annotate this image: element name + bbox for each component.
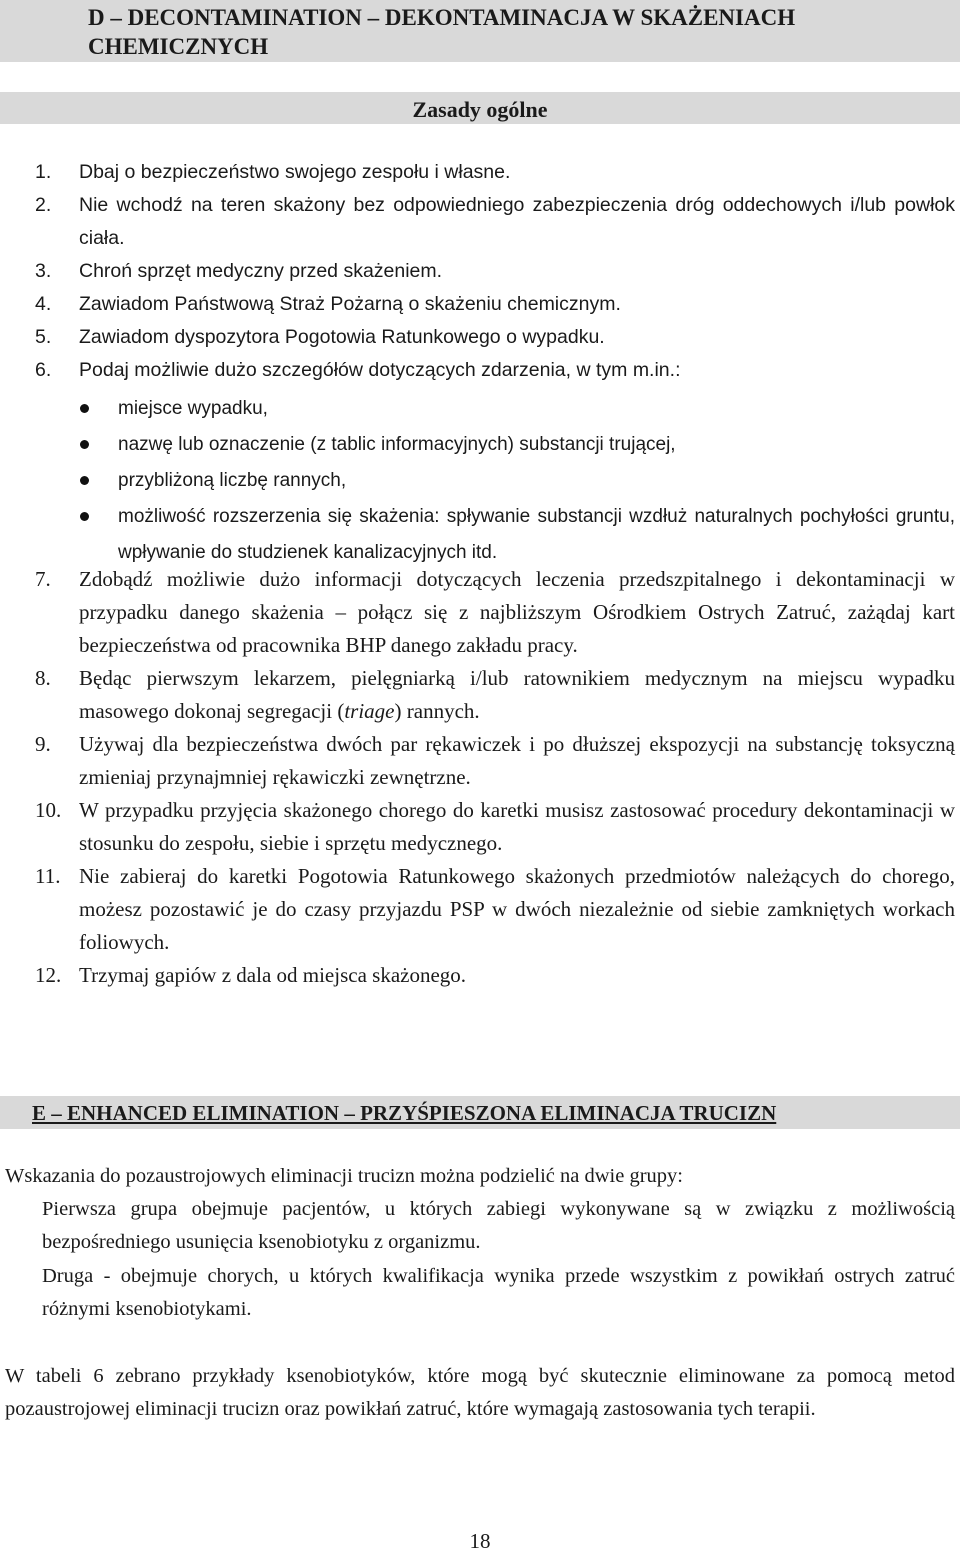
list-item: 1. Dbaj o bezpieczeństwo swojego zespołu i własne. — [35, 161, 511, 183]
list-item: 8. Będąc pierwszym lekarzem, pielęgniarką i/lub ratownikiem medycznym na miejscu wypadku masowego dokonaj segregacji (triage) rannych. — [35, 666, 955, 723]
rules-list-b — [35, 563, 955, 992]
subsection-title: Zasady ogólne — [412, 97, 548, 122]
list-item: 7. Zdobądź możliwie dużo informacji dotyczących leczenia przedszpitalnego i dekontaminacji w przypadku danego skażenia – połącz się z najbliższym Ośrodkiem Ostrych Zatruć, zażądaj kart bezpieczeństwa od pracownika BHP danego zakładu pracy. — [35, 567, 955, 657]
details-bullet-list — [78, 391, 955, 571]
section-e-intro: Wskazania do pozaustrojowych eliminacji trucizn można podzielić na dwie grupy: — [5, 1165, 683, 1187]
section-d-header — [0, 0, 960, 62]
section-e-title: E – ENHANCED ELIMINATION – PRZYŚPIESZONA ELIMINACJA TRUCIZN — [32, 1101, 777, 1125]
list-item: 10. W przypadku przyjęcia skażonego chorego do karetki musisz zastosować procedury dekontaminacji w stosunku do zespołu, siebie i sprzętu medycznego. — [35, 798, 955, 855]
rules-list-a — [35, 156, 955, 387]
list-item: 11. Nie zabieraj do karetki Pogotowia Ratunkowego skażonych przedmiotów należących do chorego, możesz pozostawić je do czasy przyjazdu PSP w dwóch niezależnie od siebie zamkniętych workach foliowych. — [35, 864, 955, 954]
list-item: 3. Chroń sprzęt medyczny przed skażeniem. — [35, 260, 443, 282]
bullet-item: przybliżoną liczbę rannych, — [78, 463, 955, 499]
list-item: 5. Zawiadom dyspozytora Pogotowia Ratunkowego o wypadku. — [35, 326, 605, 348]
section-e-table-note: W tabeli 6 zebrano przykłady ksenobiotyków, które mogą być skutecznie eliminowane za pomocą metod pozaustrojowej eliminacji trucizn oraz powikłań zatruć, które wymagają zastosowania tych terapii. — [5, 1365, 955, 1420]
bullet-item: nazwę lub oznaczenie (z tablic informacyjnych) substancji trującej, — [78, 427, 955, 463]
section-d-title: D – DECONTAMINATION – DEKONTAMINACJA W SKAŻENIACH CHEMICZNYCH — [88, 5, 796, 59]
bullet-dot-icon — [80, 476, 89, 485]
list-item: 9. Używaj dla bezpieczeństwa dwóch par rękawiczek i po dłuższej ekspozycji na substancję toksyczną zmieniaj przynajmniej rękawiczki zewnętrzne. — [35, 732, 955, 789]
section-e-group-1: Pierwsza grupa obejmuje pacjentów, u których zabiegi wykonywane są w związku z możliwością bezpośredniego usunięcia ksenobiotyku z organizmu. — [42, 1198, 955, 1253]
list-item: 2. Nie wchodź na teren skażony bez odpowiedniego zabezpieczenia dróg oddechowych i/lub powłok ciała. — [35, 194, 955, 249]
bullet-dot-icon — [80, 440, 89, 449]
list-item: 6. Podaj możliwie dużo szczegółów dotyczących zdarzenia, w tym m.in.: — [35, 359, 681, 381]
subsection-header — [0, 92, 960, 124]
page-number: 18 — [469, 1529, 491, 1553]
bullet-dot-icon — [80, 404, 89, 413]
section-e-header — [0, 1096, 960, 1129]
list-item: 12. Trzymaj gapiów z dala od miejsca skażonego. — [35, 963, 467, 987]
list-item: 4. Zawiadom Państwową Straż Pożarną o skażeniu chemicznym. — [35, 293, 621, 315]
section-e-group-2: Druga - obejmuje chorych, u których kwalifikacja wynika przede wszystkim z powikłań ostrych zatruć różnymi ksenobiotykami. — [42, 1265, 955, 1320]
bullet-item: miejsce wypadku, — [78, 391, 955, 427]
bullet-dot-icon — [80, 512, 89, 521]
bullet-item: możliwość rozszerzenia się skażenia: spływanie substancji wzdłuż naturalnych pochyłości gruntu, wpływanie do studzienek kanalizacyjnych itd. — [78, 499, 955, 571]
